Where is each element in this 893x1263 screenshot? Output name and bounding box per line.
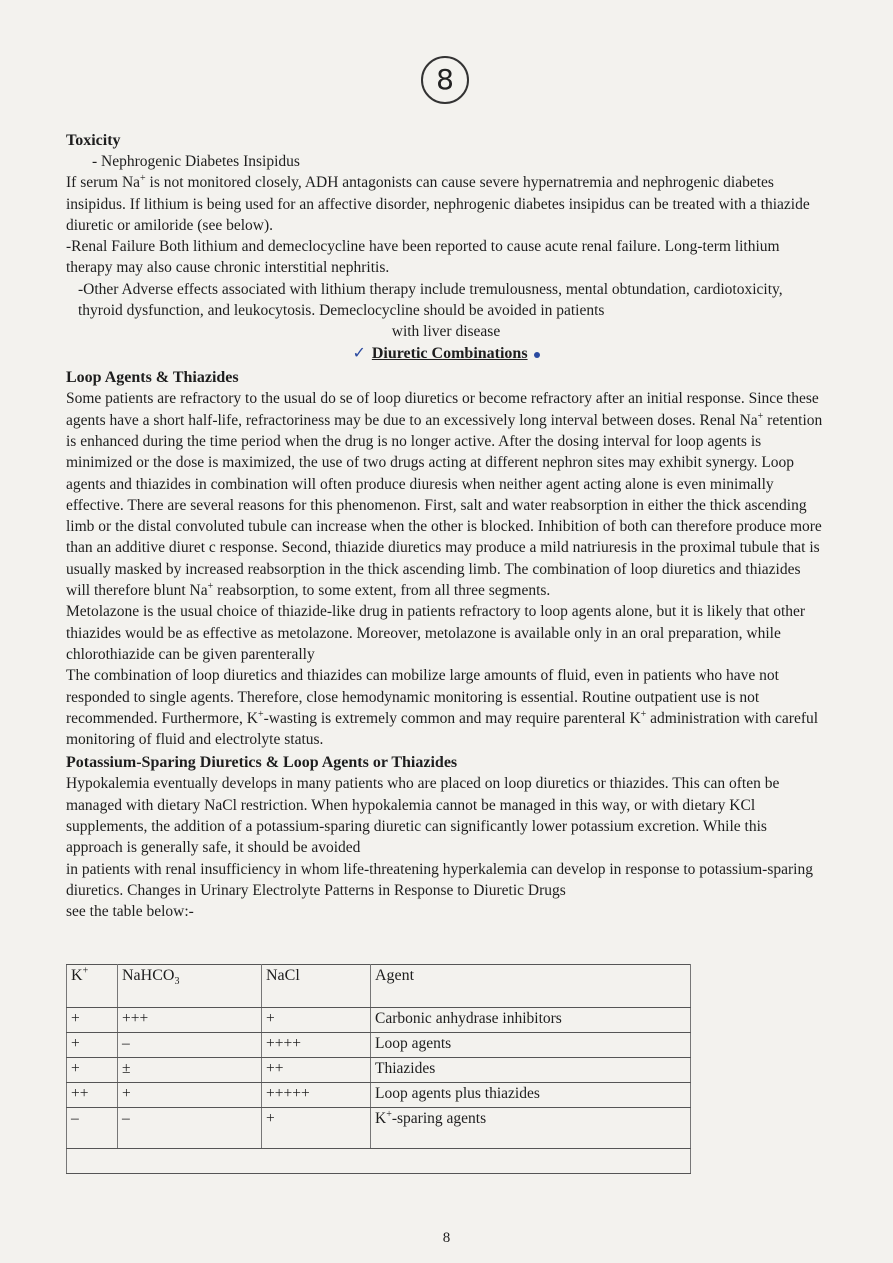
diuretic-combinations-heading: ✓ Diuretic Combinations	[66, 342, 826, 365]
cell-nacl: ++	[262, 1058, 371, 1083]
page-number-circled: 8	[421, 56, 469, 104]
cell-agent: Carbonic anhydrase inhibitors	[371, 1008, 691, 1033]
cell-nacl: +	[262, 1008, 371, 1033]
table-row	[67, 1008, 691, 1033]
header-k: K+	[67, 965, 118, 1008]
header-nahco3: NaHCO$_3$	[118, 965, 262, 1008]
loop-thiazides-paragraph-3: The combination of loop diuretics and thiazides can mobilize large amounts of fluid, even in patients who have not responded to single agents. Therefore, close hemodynamic monitoring is essential. Routine outpatient use is not recommended. Furthermore, K+-wasting is extremely common and may require parenteral K+ administration with careful monitoring of fluid and electrolyte status.	[66, 667, 819, 749]
cell-nahco3: +	[118, 1083, 262, 1108]
cell-k: –	[67, 1108, 118, 1149]
potassium-sparing-paragraph-2: in patients with renal insufficiency in whom life-threatening hyperkalemia can develop in response to potassium-sparing diuretics. Changes in Urinary Electrolyte Patterns in Response to Diuretic Drugs	[66, 860, 813, 899]
page-content	[66, 130, 826, 923]
toxicity-paragraph-1: If serum Na+ is not monitored closely, ADH antagonists can cause severe hypernatremia and nephrogenic diabetes insipidus. If lithium is being used for an affective disorder, nephrogenic diabetes insipidus can be treated with a thiazide diuretic or amiloride (see below).	[66, 173, 810, 234]
cell-agent: Loop agents plus thiazides	[371, 1083, 691, 1108]
cell-agent: Thiazides	[371, 1058, 691, 1083]
cell-agent: Loop agents	[371, 1033, 691, 1058]
cell-nacl: +++++	[262, 1083, 371, 1108]
loop-thiazides-heading: Loop Agents & Thiazides	[66, 369, 239, 387]
electrolyte-table	[66, 964, 691, 1174]
checkmark-icon: ✓	[352, 343, 366, 363]
toxicity-paragraph-3-end: with liver disease	[391, 323, 501, 341]
cell-k: ++	[67, 1083, 118, 1108]
cell-agent: K+-sparing agents	[371, 1108, 691, 1149]
cell-nahco3: ±	[118, 1058, 262, 1083]
toxicity-paragraph-2: -Renal Failure Both lithium and demeclocycline have been reported to cause acute renal failure. Long-term lithium therapy may also cause chronic interstitial nephritis.	[66, 238, 780, 277]
dot-icon	[534, 352, 540, 358]
cell-k: +	[67, 1033, 118, 1058]
header-nacl: NaCl	[262, 965, 371, 1008]
table-header-row	[67, 965, 691, 1008]
cell-empty	[67, 1149, 691, 1174]
cell-nacl: +	[262, 1108, 371, 1149]
footer-page-number: 8	[442, 1230, 451, 1246]
cell-nahco3: –	[118, 1033, 262, 1058]
cell-k: +	[67, 1058, 118, 1083]
toxicity-heading: Toxicity	[66, 132, 121, 149]
toxicity-paragraph-3: -Other Adverse effects associated with lithium therapy include tremulousness, mental obtundation, cardiotoxicity, thyroid dysfunction, and leukocytosis. Demeclocycline should be avoided in patients	[78, 280, 783, 320]
loop-thiazides-paragraph-1: Some patients are refractory to the usual do se of loop diuretics or become refractory after an initial response. Since these agents have a short half-life, refractoriness may be due to an excessively long interval between doses. Renal Na+ retention is enhanced during the time period when the drug is no longer active. After the dosing interval for loop agents is minimized or the dose is maximized, the use of two drugs acting at different nephron sites may exhibit synergy. Loop agents and thiazides in combination will often produce diuresis when neither agent acting alone is even minimally effective. There are several reasons for this phenomenon. First, salt and water reabsorption in either the thick ascending limb or the distal convoluted tubule can increase when the other is blocked. Inhibition of both can therefore produce more than an additive diuret c response. Second, thiazide diuretics may produce a mild natriuresis in the proximal tubule that is usually masked by increased reabsorption in the thick ascending limb. The combination of loop diuretics and thiazides will therefore blunt Na+ reabsorption, to some extent, from all three segments.	[66, 390, 823, 600]
cell-nacl: ++++	[262, 1033, 371, 1058]
potassium-sparing-paragraph-3: see the table below:-	[66, 903, 194, 921]
table-row	[67, 1033, 691, 1058]
loop-thiazides-paragraph-2: Metolazone is the usual choice of thiazide-like drug in patients refractory to loop agents alone, but it is likely that other thiazides would be as effective as metolazone. Moreover, metolazone is available only in an oral preparation, while chlorothiazide can be given parenterally	[66, 603, 806, 663]
cell-k: +	[67, 1008, 118, 1033]
table-row-empty	[67, 1149, 691, 1174]
cell-nahco3: +++	[118, 1008, 262, 1033]
potassium-sparing-paragraph-1: Hypokalemia eventually develops in many patients who are placed on loop diuretics or thiazides. This can often be managed with dietary NaCl restriction. When hypokalemia cannot be managed in this way, or with dietary KCl supplements, the addition of a potassium-sparing diuretic can significantly lower potassium excretion. While this approach is generally safe, it should be avoided	[66, 775, 780, 857]
cell-nahco3: –	[118, 1108, 262, 1149]
potassium-sparing-heading: Potassium-Sparing Diuretics & Loop Agents or Thiazides	[66, 754, 458, 772]
table-row	[67, 1083, 691, 1108]
table-row	[67, 1058, 691, 1083]
header-agent: Agent	[371, 965, 691, 1008]
toxicity-bullet: - Nephrogenic Diabetes Insipidus	[92, 153, 300, 170]
table-row	[67, 1108, 691, 1149]
